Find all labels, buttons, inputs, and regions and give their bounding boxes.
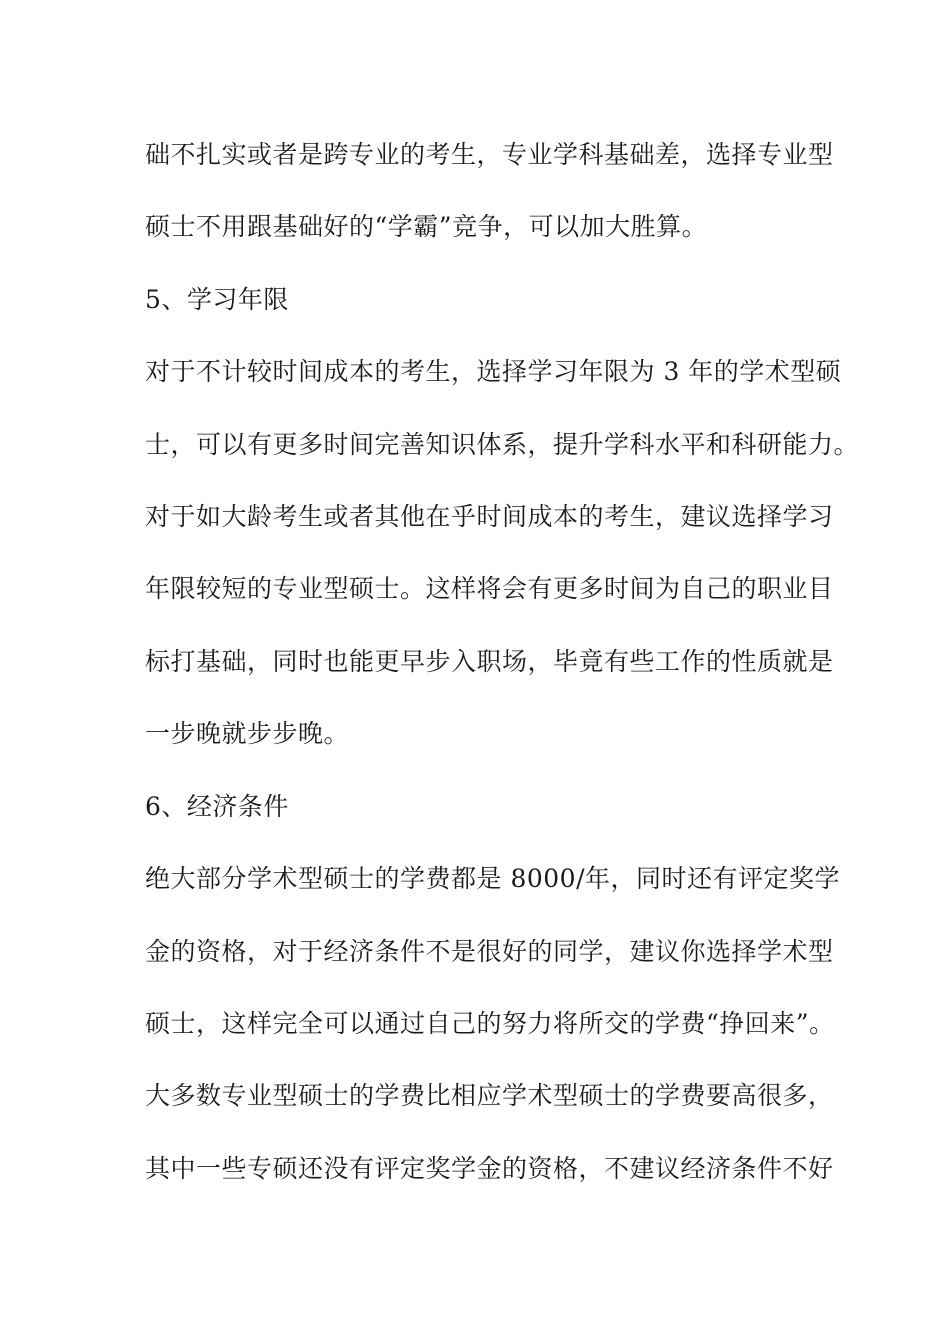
paragraph-line: 对于如大龄考生或者其他在乎时间成本的考生，建议选择学习	[145, 502, 834, 531]
paragraph-line: 士，可以有更多时间完善知识体系，提升学科水平和科研能力。	[145, 430, 860, 459]
section-heading-study-years: 5、学习年限	[145, 285, 289, 314]
paragraph-line: 础不扎实或者是跨专业的考生，专业学科基础差，选择专业型	[145, 140, 834, 169]
paragraph-line: 大多数专业型硕士的学费比相应学术型硕士的学费要高很多，	[145, 1081, 834, 1110]
paragraph-line: 硕士，这样完全可以通过自己的努力将所交的学费“挣回来”。	[145, 1009, 835, 1038]
paragraph-line: 年限较短的专业型硕士。这样将会有更多时间为自己的职业目	[145, 574, 834, 603]
paragraph-line: 一步晚就步步晚。	[145, 719, 350, 748]
paragraph-line: 其中一些专硕还没有评定奖学金的资格，不建议经济条件不好	[145, 1154, 834, 1183]
paragraph-line: 绝大部分学术型硕士的学费都是 8000/年，同时还有评定奖学	[145, 864, 840, 893]
paragraph-line: 硕士不用跟基础好的“学霸”竞争，可以加大胜算。	[145, 212, 708, 241]
section-heading-economic-conditions: 6、经济条件	[145, 792, 289, 821]
paragraph-line: 金的资格，对于经济条件不是很好的同学，建议你选择学术型	[145, 937, 834, 966]
paragraph-line: 对于不计较时间成本的考生，选择学习年限为 3 年的学术型硕	[145, 357, 842, 386]
paragraph-line: 标打基础，同时也能更早步入职场，毕竟有些工作的性质就是	[145, 647, 834, 676]
